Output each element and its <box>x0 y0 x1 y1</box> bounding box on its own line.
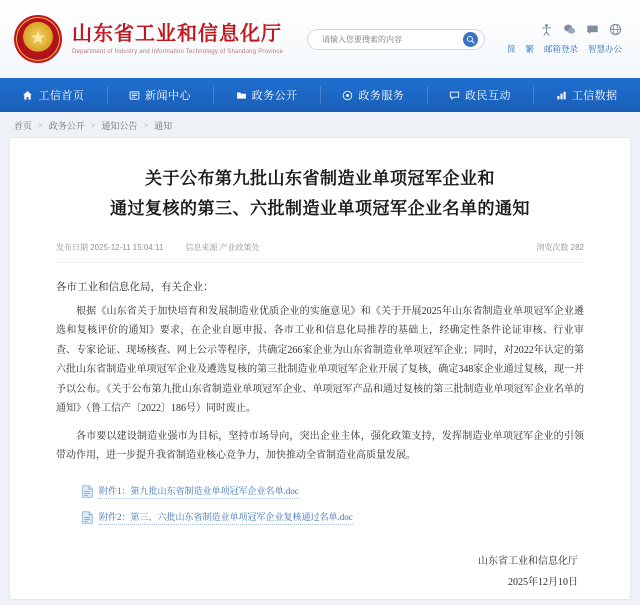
nav-label: 政民互动 <box>465 90 512 102</box>
publish-date: 发布日期 2025-12-11 15:04:11 <box>56 242 164 252</box>
nav-label: 政务公开 <box>251 90 298 102</box>
site-brand <box>72 23 283 55</box>
nav-item-government-disclosure[interactable] <box>213 78 320 112</box>
document-paragraph: 根据《山东省关于加快培育和发展制造业优质企业的实施意见》和《关于开展2025年山东省制造业单项冠军企业遴选和复核评价的通知》要求，在企业自愿申报、各市工业和信息化局推荐的基础上，经确定性条件论证审核、行业审查、专家论证、现场核查、网上公示等程序，共确定266家企业为山东省制造业单项冠军企业；同时，对2022年认定的第六批山东省制造业单项冠军企业及遴选复核的第三批制造业单项冠军企业开展了复核，确定348家企业通过复核，现一并予以公布。《关于公布第九批山东省制造业单项冠军企业、单项冠军产品和通过复核的第三批制造业单项冠军企业名单的通知》（鲁工信产〔2022〕186号）同时废止。 <box>56 305 584 414</box>
doc-file-icon <box>82 511 93 524</box>
nav-label: 工信首页 <box>38 90 85 102</box>
sign-date: 2025年12月10日 <box>508 576 578 588</box>
breadcrumb-separator-icon: > <box>38 120 43 130</box>
data-icon <box>556 90 567 101</box>
page-title-line2: 通过复核的第三、六批制造业单项冠军企业名单的通知 <box>110 198 530 218</box>
signer-name: 山东省工业和信息化厅 <box>478 555 578 567</box>
nav-label: 工信数据 <box>571 90 618 102</box>
search-button[interactable] <box>463 32 478 47</box>
smart-office-link[interactable]: 智慧办公 <box>587 44 622 54</box>
breadcrumb <box>0 112 640 138</box>
page-title <box>56 164 584 224</box>
breadcrumb-item-notice: 通知 <box>154 120 173 131</box>
lang-simplified-link[interactable]: 简 <box>506 44 516 54</box>
breadcrumb-item-disclosure[interactable]: 政务公开 <box>48 120 85 131</box>
document-body <box>10 138 630 599</box>
main-nav <box>0 78 640 112</box>
site-header <box>0 0 640 78</box>
attachment-label[interactable]: 附件1：第九批山东省制造业单项冠军企业名单.doc <box>99 484 299 499</box>
breadcrumb-item-announcements[interactable]: 通知公告 <box>101 120 138 131</box>
document-meta <box>56 242 584 263</box>
header-links <box>507 43 622 55</box>
brand-title-en: Department of Industry and Information Technology of Shandong Province <box>72 49 284 55</box>
accessibility-icon[interactable] <box>540 23 553 36</box>
nav-item-government-service[interactable] <box>320 78 427 112</box>
page-title-line1: 关于公布第九批山东省制造业单项冠军企业和 <box>145 169 495 188</box>
search-box[interactable] <box>307 29 485 50</box>
comment-icon[interactable] <box>586 23 599 36</box>
view-count: 浏览次数 282 <box>536 242 584 252</box>
document-source: 信息来源 产业政策处 <box>185 242 260 252</box>
search-icon <box>466 35 475 44</box>
nav-label: 政务服务 <box>358 90 405 102</box>
mail-login-link[interactable]: 邮箱登录 <box>543 44 578 54</box>
folder-icon <box>236 90 247 101</box>
nav-label: 新闻中心 <box>145 90 191 102</box>
attachment-label[interactable]: 附件2：第三、六批山东省制造业单项冠军企业复核通过名单.doc <box>99 510 353 525</box>
nav-item-public-interaction[interactable] <box>427 78 534 112</box>
attachment-list <box>56 484 584 525</box>
nav-item-news[interactable] <box>107 78 214 112</box>
news-icon <box>129 90 140 101</box>
globe-icon[interactable] <box>609 23 622 36</box>
document-salutation: 各市工业和信息化局，有关企业： <box>56 281 214 293</box>
attachment-item[interactable] <box>82 510 584 525</box>
document-paragraph: 各市要以建设制造业强市为目标，坚持市场导向，突出企业主体，强化政策支持，发挥制造业单项冠军企业的引领带动作用，进一步提升我省制造业核心竞争力，加快推动全省制造业高质量发展。 <box>56 430 584 461</box>
home-icon <box>22 90 33 101</box>
brand-title-cn: 山东省工业和信息化厅 <box>72 23 282 45</box>
doc-file-icon <box>82 485 93 498</box>
national-emblem-icon <box>14 15 62 63</box>
nav-item-home[interactable] <box>0 78 107 112</box>
header-utility <box>507 23 626 55</box>
header-icon-row <box>540 23 622 36</box>
search-input[interactable] <box>320 34 463 45</box>
nav-item-data[interactable] <box>533 78 640 112</box>
service-icon <box>342 90 353 101</box>
breadcrumb-separator-icon: > <box>143 120 149 130</box>
lang-traditional-link[interactable]: 繁 <box>525 44 534 54</box>
wechat-icon[interactable] <box>563 23 576 36</box>
attachment-item[interactable] <box>82 484 584 499</box>
breadcrumb-item-home[interactable]: 首页 <box>14 120 33 131</box>
chat-icon <box>449 90 460 101</box>
document-signature <box>56 551 584 593</box>
breadcrumb-separator-icon: > <box>90 120 96 130</box>
